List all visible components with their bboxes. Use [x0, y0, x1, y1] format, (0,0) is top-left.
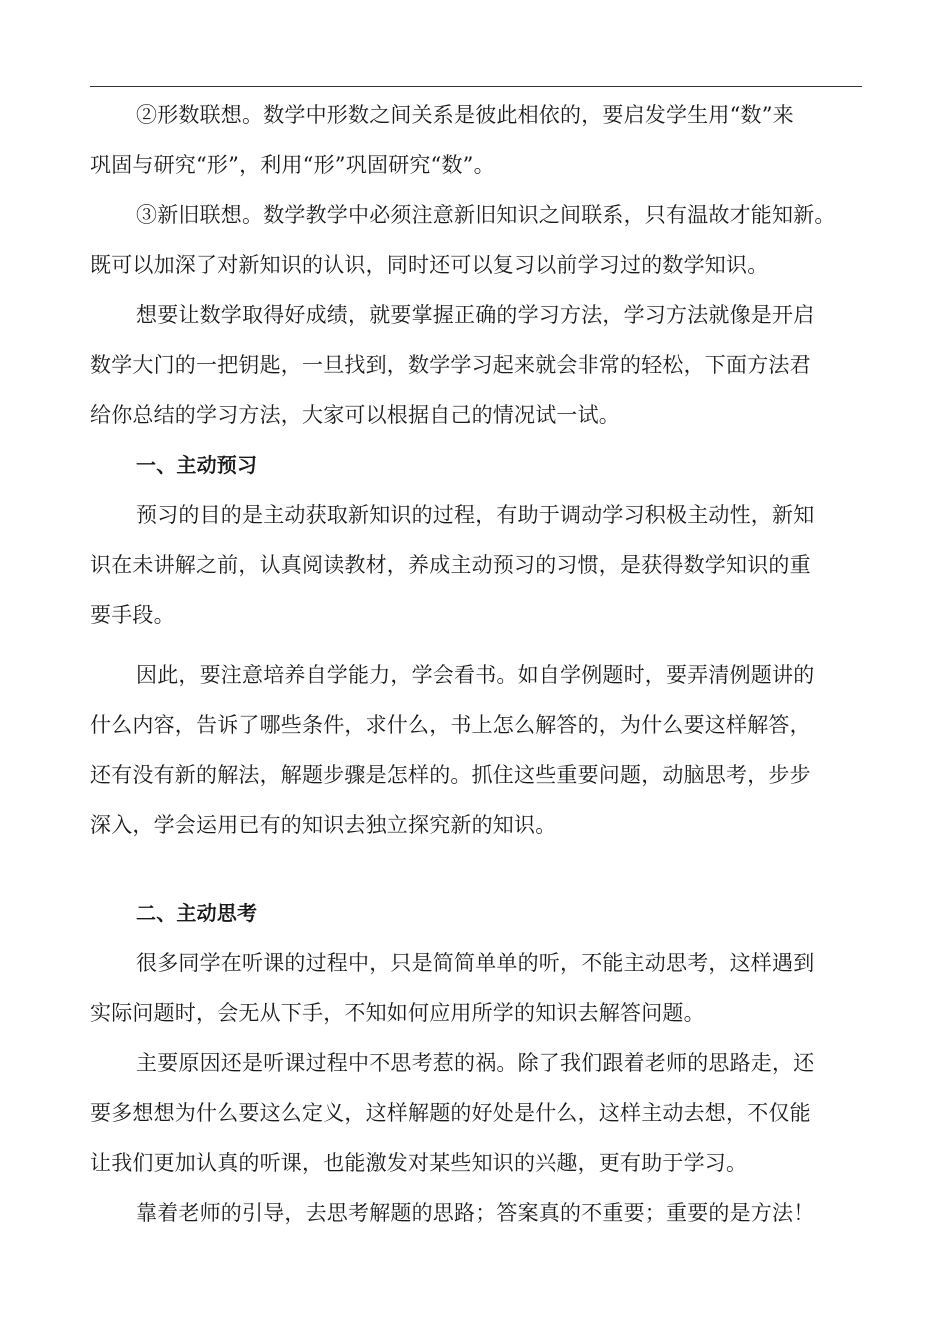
paragraph-spacer [90, 640, 862, 650]
paragraph-line: 想要让数学取得好成绩，就要掌握正确的学习方法，学习方法就像是开启 [136, 303, 815, 327]
paragraph-line: 主要原因还是听课过程中不思考惹的祸。除了我们跟着老师的思路走，还 [136, 1051, 815, 1075]
paragraph-line: 要多想想为什么要这么定义，这样解题的好处是什么，这样主动去想，不仅能 [90, 1101, 811, 1125]
paragraph-line: 要手段。 [90, 603, 175, 627]
section-heading-thinking: 二、主动思考 [136, 901, 258, 925]
paragraph-line: 巩固与研究“形”，利用“形”巩固研究“数”。 [90, 153, 495, 177]
paragraph-main-reason [90, 1038, 862, 1188]
paragraph-line: ②形数联想。数学中形数之间关系是彼此相依的，要启发学生用“数”来 [136, 103, 794, 127]
paragraph-conclusion [90, 1188, 862, 1238]
paragraph-line: 数学大门的一把钥匙，一旦找到，数学学习起来就会非常的轻松，下面方法君 [90, 353, 811, 377]
paragraph-line: 识在未讲解之前，认真阅读教材，养成主动预习的习惯，是获得数学知识的重 [90, 553, 811, 577]
paragraph-intro [90, 290, 862, 440]
paragraph-line: 深入，学会运用已有的知识去独立探究新的知识。 [90, 813, 557, 837]
document-body [90, 90, 862, 1238]
paragraph-line: ③新旧联想。数学教学中必须注意新旧知识之间联系，只有温故才能知新。 [136, 203, 836, 227]
paragraph-line: 让我们更加认真的听课，也能激发对某些知识的兴趣，更有助于学习。 [90, 1151, 748, 1175]
paragraph-line: 给你总结的学习方法，大家可以根据自己的情况试一试。 [90, 403, 620, 427]
header-rule [90, 86, 862, 87]
paragraph-line: 还有没有新的解法，解题步骤是怎样的。抓住这些重要问题，动脑思考，步步 [90, 763, 811, 787]
paragraph-line: 既可以加深了对新知识的认识，同时还可以复习以前学习过的数学知识。 [90, 253, 769, 277]
paragraph-old-new-association [90, 190, 862, 290]
paragraph-self-study [90, 650, 862, 850]
section-heading-preview: 一、主动预习 [136, 453, 258, 477]
paragraph-preview-purpose [90, 490, 862, 640]
paragraph-listening [90, 938, 862, 1038]
paragraph-line: 预习的目的是主动获取新知识的过程，有助于调动学习积极主动性，新知 [136, 503, 815, 527]
paragraph-line: 很多同学在听课的过程中，只是简简单单的听，不能主动思考，这样遇到 [136, 951, 815, 975]
paragraph-spacer [90, 850, 862, 888]
paragraph-line: 因此，要注意培养自学能力，学会看书。如自学例题时，要弄清例题讲的 [136, 663, 815, 687]
paragraph-line: 实际问题时，会无从下手，不知如何应用所学的知识去解答问题。 [90, 1001, 705, 1025]
paragraph-shape-number-association [90, 90, 862, 190]
paragraph-line: 靠着老师的引导，去思考解题的思路；答案真的不重要；重要的是方法！ [136, 1201, 815, 1225]
paragraph-line: 什么内容，告诉了哪些条件，求什么，书上怎么解答的，为什么要这样解答， [90, 713, 811, 737]
